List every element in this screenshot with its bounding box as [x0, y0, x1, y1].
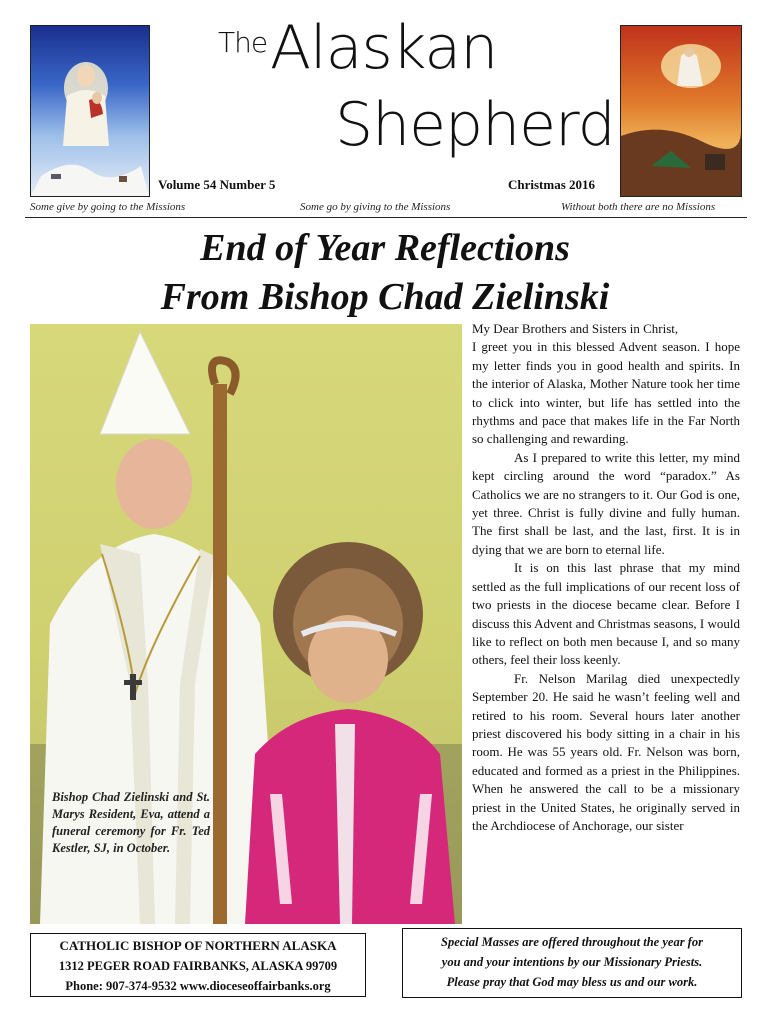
article-paragraph: As I prepared to write this letter, my mind kept circling around the word “paradox.” As Catholics we are no strangers to it. Our God is one, yet three. Christ is fully divine and fully human. The first shall be last, and the last, first. It is in dying that we are born to eternal life. [472, 449, 740, 557]
contact-phone-web: Phone: 907-374-9532 www.dioceseoffairbanks.org [65, 979, 331, 993]
masthead-title-alaskan: Alaskan [270, 13, 498, 83]
article-salutation: My Dear Brothers and Sisters in Christ, [472, 321, 679, 336]
tagline-1: Some give by going to the Missions [30, 201, 186, 213]
article-paragraph: I greet you in this blessed Advent season. I hope my letter finds you in good health and spirits. In the interior of Alaska, Mother Nature took her time to click into winter, but life has settled into the rhythms and pace that makes life in the Far North so challenging and rewarding. [472, 339, 740, 447]
headline-line-1: End of Year Reflections [200, 227, 570, 269]
article-body [472, 320, 740, 926]
special-masses-box [402, 928, 742, 998]
contact-organization: CATHOLIC BISHOP OF NORTHERN ALASKA [59, 938, 337, 953]
masses-line-1: Special Masses are offered throughout the year for [441, 935, 703, 949]
headline-line-2: From Bishop Chad Zielinski [160, 276, 610, 318]
tagline-2: Some go by giving to the Missions [300, 201, 451, 213]
masses-line-2: you and your intentions by our Missionary Priests. [441, 955, 703, 969]
masses-line-3: Please pray that God may bless us and our work. [446, 975, 698, 989]
masthead-the: The [218, 26, 268, 59]
article-paragraph: It is on this last phrase that my mind settled as the full implications of our recent loss of two priests in the diocese became clear. Before I discuss this Advent and Christmas seasons, I would like to reflect on both men because I, and so many others, feel their loss keenly. [472, 560, 740, 668]
photo-caption: Bishop Chad Zielinski and St. Marys Resident, Eva, attend a funeral ceremony for Fr. Ted Kestler, SJ, in October. [52, 790, 210, 855]
issue-date: Christmas 2016 [508, 177, 596, 192]
contact-address: 1312 PEGER ROAD FAIRBANKS, ALASKA 99709 [58, 959, 338, 973]
tagline-3: Without both there are no Missions [561, 201, 716, 213]
contact-box [30, 933, 366, 997]
article-paragraph: Fr. Nelson Marilag died unexpectedly September 20. He said he wasn’t feeling well and retired to his room. Several hours later another priest discovered his body sitting in a chair in his room. He was 55 years old. Fr. Nelson was born, educated and formed as a priest in the Philippines. When he answered the call to be a missionary priest in the United States, he originally served in the Archdiocese of Anchorage, our sister [472, 670, 740, 833]
masthead-title-shepherd: Shepherd [335, 90, 615, 160]
madonna-icon-image [30, 25, 150, 197]
ascension-painting-image [620, 25, 742, 197]
masthead-divider [25, 217, 747, 218]
volume-label: Volume 54 Number 5 [158, 177, 276, 192]
